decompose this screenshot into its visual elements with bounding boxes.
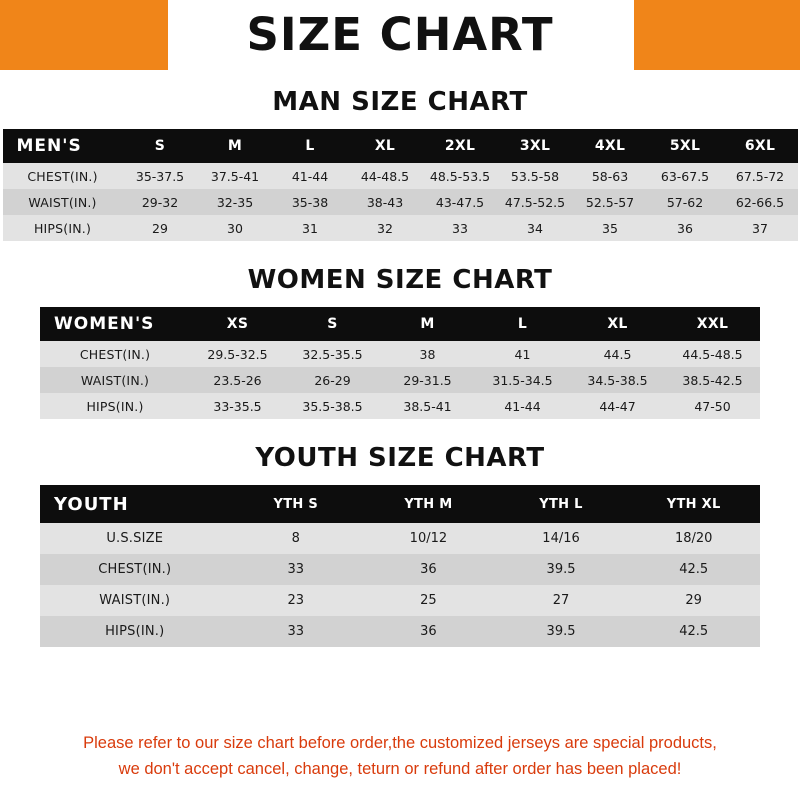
table-cell: 35.5-38.5	[285, 393, 380, 419]
table-cell: 10/12	[362, 523, 495, 554]
row-label: CHEST(IN.)	[3, 163, 123, 189]
table-cell: 27	[495, 585, 628, 616]
column-header: 2XL	[423, 129, 498, 163]
column-header: XL	[348, 129, 423, 163]
table-cell: 48.5-53.5	[423, 163, 498, 189]
table-cell: 44-47	[570, 393, 665, 419]
column-header: XS	[190, 307, 285, 341]
column-header: YOUTH	[40, 485, 229, 523]
row-label: HIPS(IN.)	[3, 215, 123, 241]
row-label: U.S.SIZE	[40, 523, 229, 554]
column-header: L	[273, 129, 348, 163]
table-cell: 23.5-26	[190, 367, 285, 393]
table-cell: 32	[348, 215, 423, 241]
table-cell: 29.5-32.5	[190, 341, 285, 367]
table-cell: 38.5-41	[380, 393, 475, 419]
table-header-row	[40, 307, 760, 341]
column-header: YTH M	[362, 485, 495, 523]
table-cell: 34	[498, 215, 573, 241]
column-header: YTH S	[229, 485, 362, 523]
table-cell: 36	[362, 554, 495, 585]
column-header: 3XL	[498, 129, 573, 163]
women-size-table	[40, 307, 760, 419]
table-cell: 36	[362, 616, 495, 647]
header-banner	[0, 0, 800, 70]
column-header: MEN'S	[3, 129, 123, 163]
table-cell: 62-66.5	[723, 189, 798, 215]
table-cell: 29-32	[123, 189, 198, 215]
table-cell: 47-50	[665, 393, 760, 419]
table-cell: 41-44	[475, 393, 570, 419]
table-cell: 29	[123, 215, 198, 241]
table-cell: 41-44	[273, 163, 348, 189]
table-cell: 33-35.5	[190, 393, 285, 419]
column-header: 4XL	[573, 129, 648, 163]
table-row	[40, 554, 760, 585]
table-header-row	[40, 485, 760, 523]
table-cell: 38.5-42.5	[665, 367, 760, 393]
table-cell: 8	[229, 523, 362, 554]
table-cell: 33	[229, 616, 362, 647]
table-cell: 14/16	[495, 523, 628, 554]
column-header: M	[380, 307, 475, 341]
youth-section-title: YOUTH SIZE CHART	[255, 443, 545, 473]
table-cell: 32-35	[198, 189, 273, 215]
table-cell: 32.5-35.5	[285, 341, 380, 367]
column-header: 5XL	[648, 129, 723, 163]
column-header: WOMEN'S	[40, 307, 190, 341]
youth-size-table	[40, 485, 760, 647]
table-cell: 52.5-57	[573, 189, 648, 215]
table-cell: 37.5-41	[198, 163, 273, 189]
row-label: CHEST(IN.)	[40, 554, 229, 585]
column-header: XL	[570, 307, 665, 341]
table-cell: 26-29	[285, 367, 380, 393]
table-cell: 35	[573, 215, 648, 241]
column-header: 6XL	[723, 129, 798, 163]
table-row	[40, 616, 760, 647]
row-label: WAIST(IN.)	[3, 189, 123, 215]
table-cell: 34.5-38.5	[570, 367, 665, 393]
table-cell: 35-37.5	[123, 163, 198, 189]
column-header: S	[123, 129, 198, 163]
table-header-row	[3, 129, 798, 163]
footer-note	[0, 730, 800, 782]
row-label: WAIST(IN.)	[40, 367, 190, 393]
table-cell: 29	[627, 585, 760, 616]
table-cell: 33	[423, 215, 498, 241]
table-cell: 53.5-58	[498, 163, 573, 189]
table-row	[3, 215, 798, 241]
table-row	[3, 189, 798, 215]
table-cell: 36	[648, 215, 723, 241]
footer-note-line-2: we don't accept cancel, change, teturn or refund after order has been placed!	[118, 760, 682, 778]
footer-note-line-1: Please refer to our size chart before order,the customized jerseys are special products,	[83, 734, 717, 752]
table-cell: 25	[362, 585, 495, 616]
table-cell: 43-47.5	[423, 189, 498, 215]
table-row	[40, 341, 760, 367]
table-cell: 41	[475, 341, 570, 367]
table-cell: 39.5	[495, 554, 628, 585]
row-label: WAIST(IN.)	[40, 585, 229, 616]
table-row	[40, 367, 760, 393]
table-cell: 44.5-48.5	[665, 341, 760, 367]
column-header: XXL	[665, 307, 760, 341]
table-cell: 57-62	[648, 189, 723, 215]
table-cell: 35-38	[273, 189, 348, 215]
table-row	[40, 523, 760, 554]
table-cell: 42.5	[627, 554, 760, 585]
table-cell: 29-31.5	[380, 367, 475, 393]
table-cell: 33	[229, 554, 362, 585]
table-row	[3, 163, 798, 189]
table-cell: 31	[273, 215, 348, 241]
table-cell: 42.5	[627, 616, 760, 647]
men-section-title: MAN SIZE CHART	[272, 87, 528, 117]
table-cell: 31.5-34.5	[475, 367, 570, 393]
table-cell: 63-67.5	[648, 163, 723, 189]
table-cell: 39.5	[495, 616, 628, 647]
table-row	[40, 585, 760, 616]
women-section-title: WOMEN SIZE CHART	[247, 265, 553, 295]
table-cell: 58-63	[573, 163, 648, 189]
table-cell: 37	[723, 215, 798, 241]
men-size-table	[3, 129, 798, 241]
column-header: YTH XL	[627, 485, 760, 523]
row-label: HIPS(IN.)	[40, 393, 190, 419]
table-cell: 44.5	[570, 341, 665, 367]
table-cell: 23	[229, 585, 362, 616]
page-title: SIZE CHART	[246, 8, 554, 61]
column-header: M	[198, 129, 273, 163]
table-cell: 18/20	[627, 523, 760, 554]
table-cell: 38-43	[348, 189, 423, 215]
table-cell: 44-48.5	[348, 163, 423, 189]
table-cell: 30	[198, 215, 273, 241]
table-cell: 67.5-72	[723, 163, 798, 189]
column-header: YTH L	[495, 485, 628, 523]
column-header: L	[475, 307, 570, 341]
table-row	[40, 393, 760, 419]
table-cell: 47.5-52.5	[498, 189, 573, 215]
table-cell: 38	[380, 341, 475, 367]
column-header: S	[285, 307, 380, 341]
row-label: CHEST(IN.)	[40, 341, 190, 367]
row-label: HIPS(IN.)	[40, 616, 229, 647]
